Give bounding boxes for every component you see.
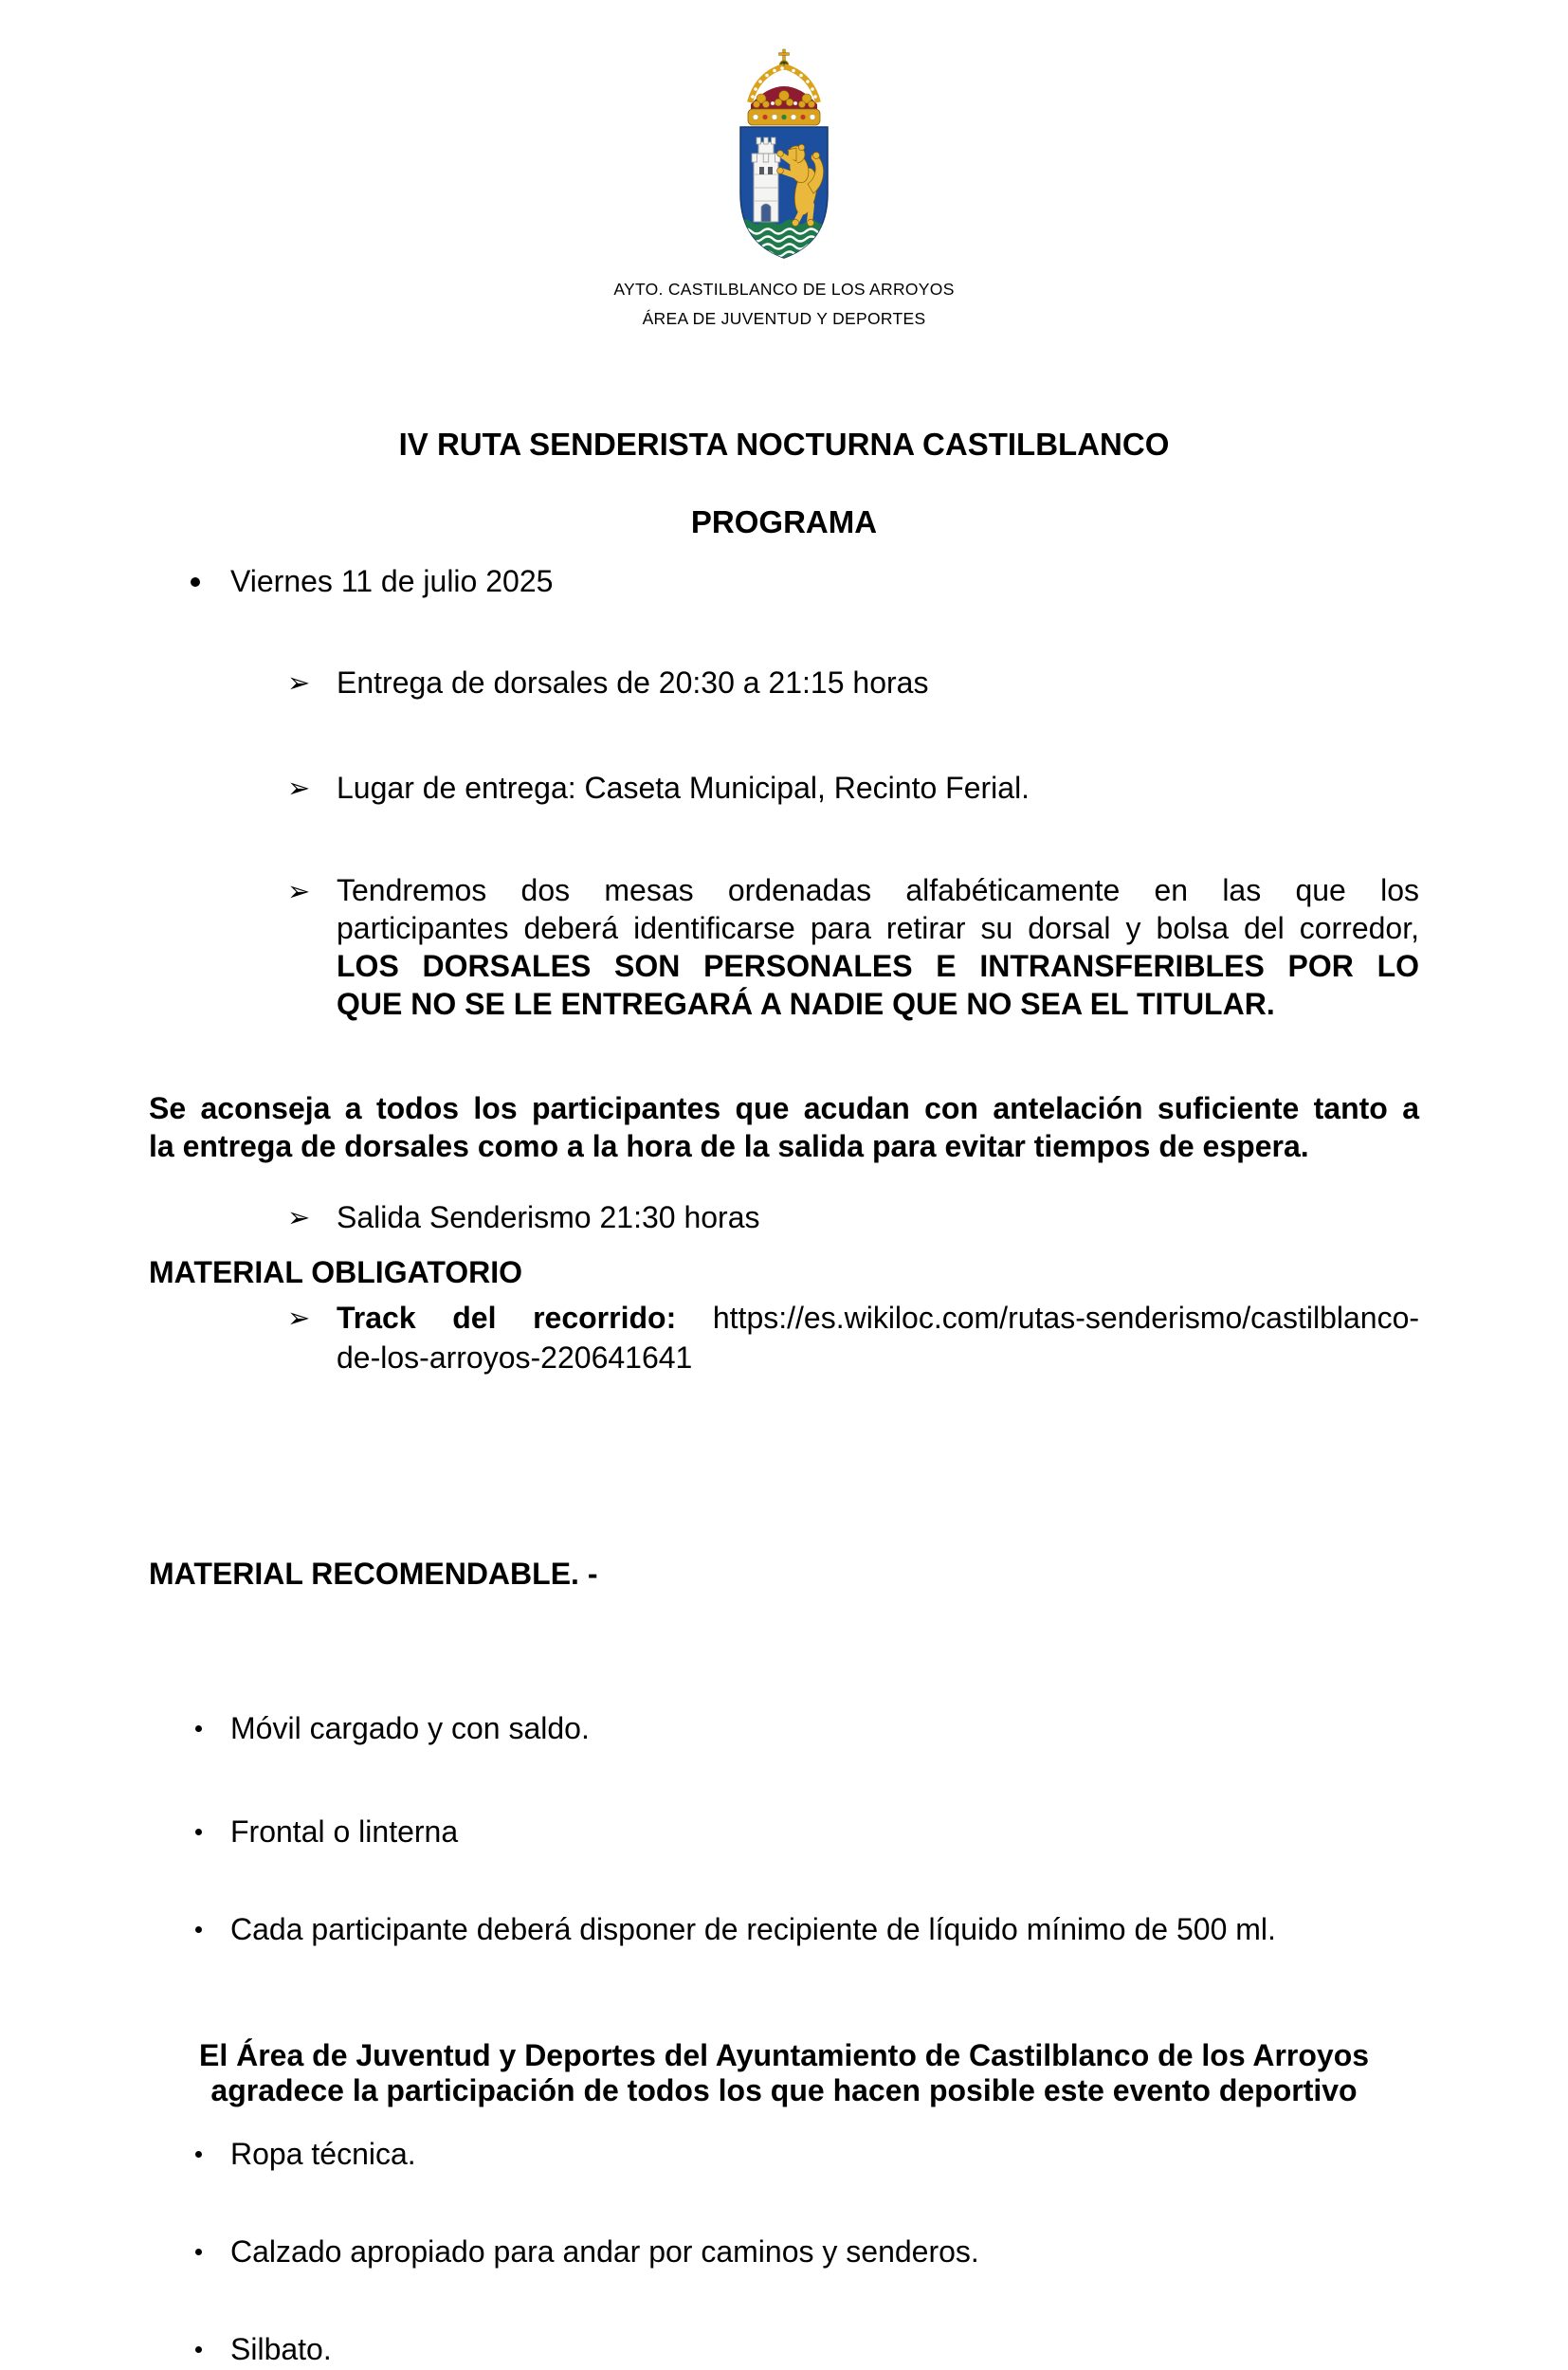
schedule-item-dorsales: [149, 663, 1419, 703]
page-footer: [149, 2038, 1419, 2108]
mesas-line-1: Tendremos dos mesas ordenadas alfabéticamente en las que los: [337, 873, 1419, 907]
bullet-dot-icon: [191, 577, 200, 587]
material-obligatorio-item-2-label: Frontal o linterna: [230, 1814, 459, 1849]
bullet-dot-icon: [195, 2346, 202, 2353]
footer-line-2: agradece la participación de todos los que hacen posible este evento deportivo: [210, 2073, 1358, 2107]
material-recomendable-item-3: [149, 2329, 1419, 2370]
material-obligatorio-item-3: [149, 1909, 1419, 1950]
section-heading-material-recomendable: MATERIAL RECOMENDABLE. -: [149, 1557, 598, 1591]
coat-of-arms: [727, 49, 841, 260]
schedule-item-dorsales-label: Entrega de dorsales de 20:30 a 21:15 horas: [337, 665, 929, 700]
date-item-label: Viernes 11 de julio 2025: [230, 564, 554, 598]
section-heading-material-obligatorio: MATERIAL OBLIGATORIO: [149, 1255, 523, 1289]
mesas-line-2: participantes deberá identificarse para retirar su dorsal y bolsa del corredor,: [337, 911, 1419, 945]
schedule-item-lugar-label: Lugar de entrega: Caseta Municipal, Recinto Ferial.: [337, 771, 1030, 805]
track-url-part-2[interactable]: de-los-arroyos-220641641: [337, 1340, 693, 1375]
coat-of-arms-graphic: [727, 49, 841, 260]
track-label: Track del recorrido:: [337, 1301, 677, 1335]
material-recomendable-item-2-label: Calzado apropiado para andar por caminos y senderos.: [230, 2234, 979, 2269]
program-heading: PROGRAMA: [690, 504, 878, 539]
bullet-dot-icon: [195, 2249, 202, 2255]
bullet-dot-icon: [195, 1725, 202, 1732]
material-obligatorio-item-1-label: Móvil cargado y con saldo.: [230, 1711, 590, 1745]
material-recomendable-item-1: [149, 2134, 1419, 2175]
bullet-dot-icon: [195, 1926, 202, 1933]
schedule-item-track: [149, 1298, 1419, 1377]
material-obligatorio-item-2: [149, 1812, 1419, 1852]
advice-line-1: Se aconseja a todos los participantes que acudan con antelación suficiente tanto a: [149, 1091, 1419, 1125]
advice-line-2: la entrega de dorsales como a la hora de la salida para evitar tiempos de espera.: [149, 1129, 1309, 1163]
arrow-bullet-icon: ➢: [287, 875, 311, 907]
document-title: IV RUTA SENDERISTA NOCTURNA CASTILBLANCO: [398, 427, 1170, 462]
schedule-item-salida: [149, 1197, 1419, 1238]
schedule-item-lugar: [149, 768, 1419, 809]
arrow-bullet-icon: ➢: [287, 772, 311, 804]
material-recomendable-item-1-label: Ropa técnica.: [230, 2137, 416, 2171]
org-name-line-2: ÁREA DE JUVENTUD Y DEPORTES: [642, 309, 926, 328]
arrow-bullet-icon: ➢: [287, 1302, 311, 1334]
arrow-bullet-icon: ➢: [287, 666, 311, 699]
schedule-item-mesas: [149, 871, 1419, 1023]
track-url-part-1[interactable]: https://es.wikiloc.com/rutas-senderismo/castilblanco-: [712, 1301, 1420, 1335]
bullet-dot-icon: [195, 2151, 202, 2158]
material-obligatorio-item-1: [149, 1708, 1419, 1749]
material-obligatorio-item-3-label: Cada participante deberá disponer de recipiente de líquido mínimo de 500 ml.: [230, 1912, 1276, 1946]
material-recomendable-item-2: [149, 2232, 1419, 2272]
date-item: [149, 561, 1419, 602]
mesas-line-4: QUE NO SE LE ENTREGARÁ A NADIE QUE NO SEA EL TITULAR.: [337, 987, 1275, 1021]
advice-paragraph: [149, 1089, 1419, 1165]
bullet-dot-icon: [195, 1829, 202, 1835]
footer-line-1: El Área de Juventud y Deportes del Ayuntamiento de Castilblanco de los Arroyos: [198, 2038, 1370, 2072]
mesas-line-3: LOS DORSALES SON PERSONALES E INTRANSFERIBLES POR LO: [337, 949, 1419, 983]
material-recomendable-item-3-label: Silbato.: [230, 2332, 332, 2366]
org-name-line-1: AYTO. CASTILBLANCO DE LOS ARROYOS: [613, 280, 955, 299]
arrow-bullet-icon: ➢: [287, 1201, 311, 1233]
schedule-item-salida-label: Salida Senderismo 21:30 horas: [337, 1200, 760, 1234]
